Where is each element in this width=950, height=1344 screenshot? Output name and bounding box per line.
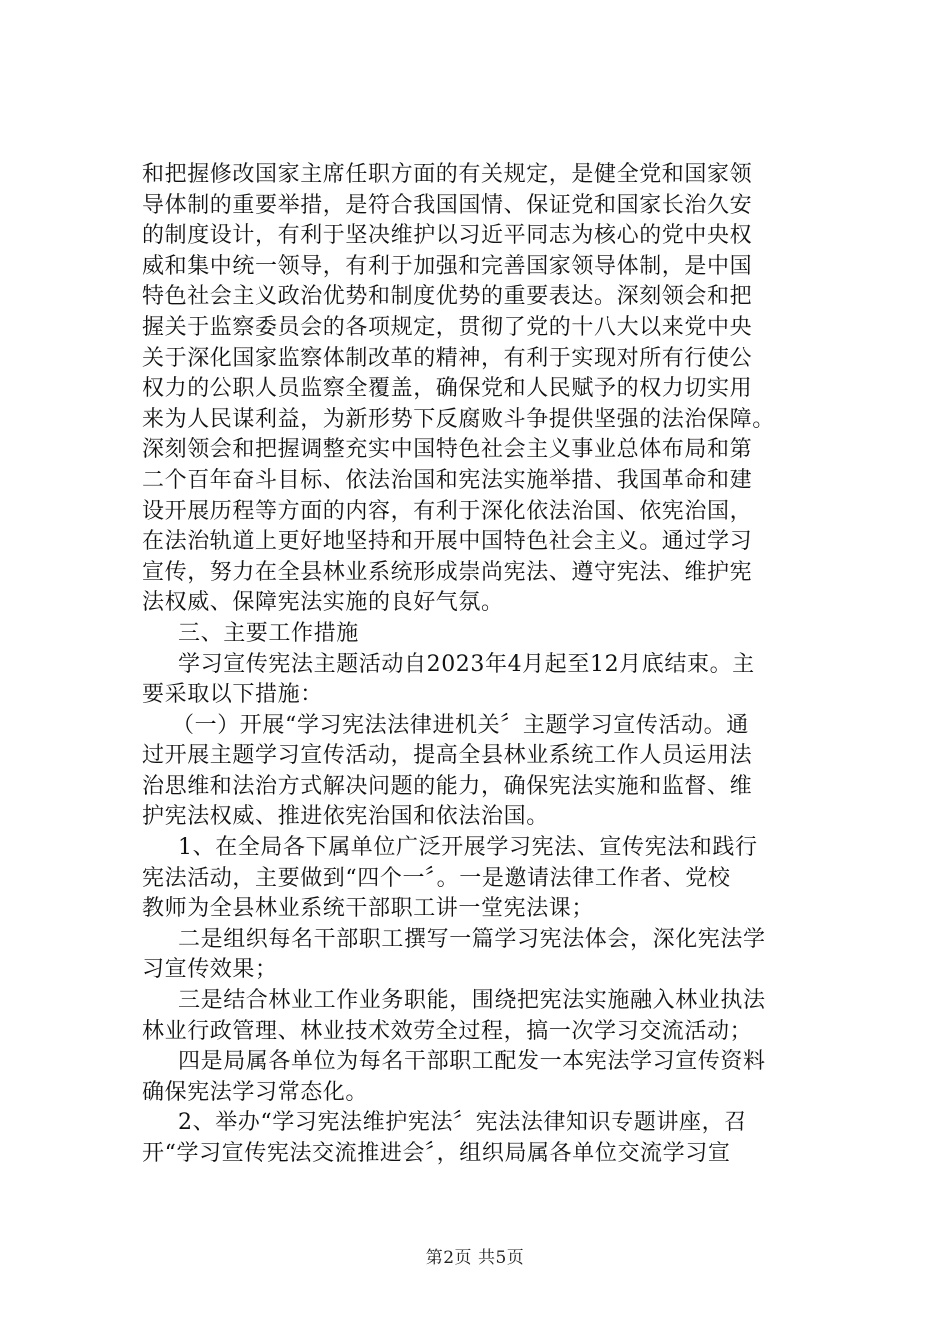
text-line: 二个百年奋斗目标、依法治国和宪法实施举措、我国革命和建 [142, 467, 753, 493]
text-line: 学习宣传宪法主题活动自2023年4月起至12月底结束。主 [178, 651, 755, 677]
text-line: 的制度设计，有利于坚决维护以习近平同志为核心的党中央权 [142, 223, 753, 249]
text-line: 握关于监察委员会的各项规定，贯彻了党的十八大以来党中央 [142, 314, 753, 340]
list-item: 2、举办“学习宪法维护宪法〞宪法法律知识专题讲座，召 [178, 1110, 747, 1136]
text-line: 权力的公职人员监察全覆盖，确保党和人民赋予的权力切实用 [142, 376, 753, 402]
text-line: 在法治轨道上更好地坚持和开展中国特色社会主义。通过学习 [142, 529, 753, 555]
text-line: 治思维和法治方式解决问题的能力，确保宪法实施和监督、维 [142, 773, 753, 799]
text-line: 开“学习宣传宪法交流推进会〞，组织局属各单位交流学习宣 [142, 1141, 731, 1166]
text-line: 四是局属各单位为每名干部职工配发一本宪法学习宣传资料 [178, 1049, 766, 1075]
section-heading: 三、主要工作措施 [178, 620, 359, 646]
text-line: 深刻领会和把握调整充实中国特色社会主义事业总体布局和第 [142, 437, 753, 463]
text-line: 林业行政管理、林业技术效劳全过程，搞一次学习交流活动； [142, 1018, 753, 1044]
subsection-heading: （一）开展“学习宪法法律进机关〞主题学习宣传活动。通 [172, 712, 749, 738]
text-line: 宣传，努力在全县林业系统形成崇尚宪法、遵守宪法、维护宪 [142, 559, 753, 585]
text-line: 威和集中统一领导，有利于加强和完善国家领导体制，是中国 [142, 253, 753, 279]
text-line: 法权威、保障宪法实施的良好气氛。 [142, 590, 504, 616]
page-number-footer: 第2页 共5页 [425, 1248, 525, 1268]
text-line: 和把握修改国家主席任职方面的有关规定，是健全党和国家领 [142, 162, 753, 187]
document-body [142, 160, 842, 1170]
text-line: 习宣传效果； [142, 957, 278, 983]
text-line: 特色社会主义政治优势和制度优势的重要表达。深刻领会和把 [142, 284, 753, 310]
text-line: 设开展历程等方面的内容，有利于深化依法治国、依宪治国， [142, 498, 753, 524]
text-line: 宪法活动，主要做到“四个一〞。一是邀请法律工作者、党校 [142, 865, 731, 891]
text-line: 导体制的重要举措，是符合我国国情、保证党和国家长治久安 [142, 192, 753, 218]
text-line: 三是结合林业工作业务职能，围绕把宪法实施融入林业执法 [178, 988, 766, 1014]
text-line: 来为人民谋利益，为新形势下反腐败斗争提供坚强的法治保障。 [142, 406, 775, 432]
text-line: 二是组织每名干部职工撰写一篇学习宪法体会，深化宪法学 [178, 926, 766, 952]
text-line: 要采取以下措施： [142, 682, 323, 708]
text-line: 关于深化国家监察体制改革的精神，有利于实现对所有行使公 [142, 345, 753, 371]
list-item: 1、在全局各下属单位广泛开展学习宪法、宣传宪法和践行 [178, 835, 758, 861]
text-line: 过开展主题学习宣传活动，提高全县林业系统工作人员运用法 [142, 743, 753, 769]
text-line: 确保宪法学习常态化。 [142, 1079, 369, 1105]
text-line: 教师为全县林业系统干部职工讲一堂宪法课； [142, 896, 595, 922]
text-line: 护宪法权威、推进依宪治国和依法治国。 [142, 804, 549, 830]
